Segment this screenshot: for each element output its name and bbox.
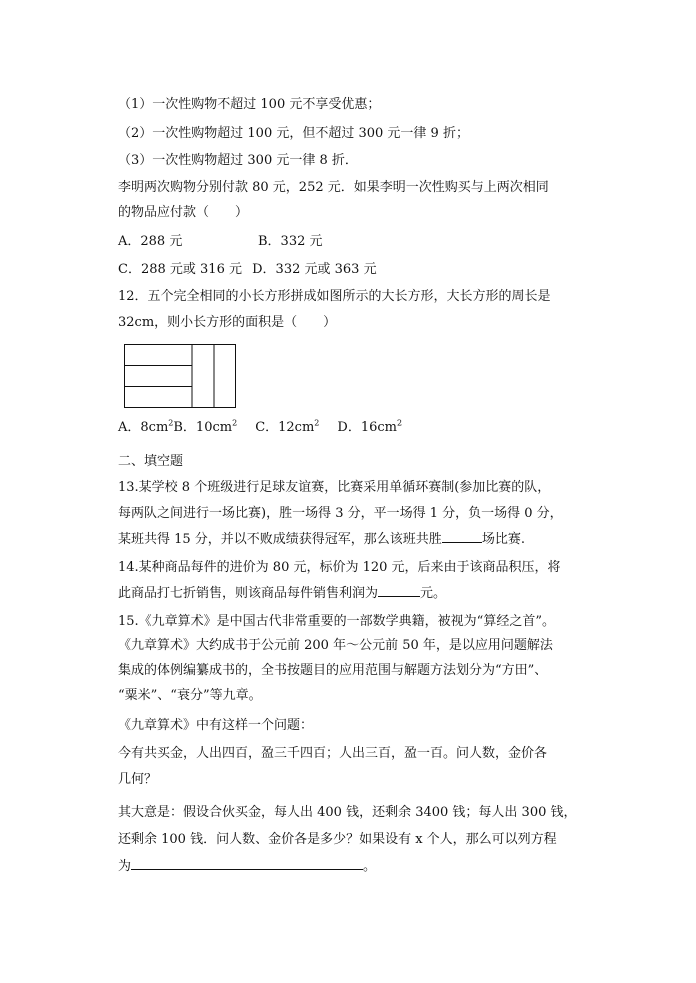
q11-stem-line-2: 的物品应付款（ ） — [118, 205, 249, 220]
q11-stem-line-1: 李明两次购物分别付款 80 元，252 元．如果李明一次性购买与上两次相同 — [118, 180, 549, 195]
q12-options-row — [118, 418, 402, 438]
q13-line-3: 某班共得 15 分，并以不败成绩获得冠军，那么该班共胜 场比赛. — [118, 532, 525, 547]
q13-line-1: 13.某学校 8 个班级进行足球友谊赛，比赛采用单循环赛制(参加比赛的队， — [118, 480, 551, 495]
q13-answer-blank — [442, 530, 482, 543]
q12-option-d: D．$16cm^2$ — [337, 418, 403, 435]
q11-option-a: A．288 元 — [118, 234, 183, 249]
q11-option-b: B．332 元 — [258, 234, 323, 249]
q12-option-c: C．$12cm^2$ — [255, 418, 320, 435]
q15-line-5: 《九章算术》中有这样一个问题： — [118, 718, 314, 733]
q14-line-2: 此商品打七折销售，则该商品每件销售利润为 元。 — [118, 586, 447, 601]
q15-answer-blank — [131, 857, 363, 870]
q15-line-8: 其大意是：假设合伙买金，每人出 400 钱，还剩余 3400 钱；每人出 300 钱， — [118, 805, 577, 820]
q12-option-b: B．$10cm^2$ — [173, 418, 238, 435]
rectangle-figure — [124, 344, 236, 408]
q12-stem-line-1: 12．五个完全相同的小长方形拼成如图所示的大长方形，大长方形的周长是 — [118, 289, 551, 304]
q13-line-2: 每两队之间进行一场比赛)，胜一场得 3 分，平一场得 1 分，负一场得 0 分， — [118, 506, 563, 521]
q15-line-4: “粟米”、“衰分”等九章。 — [118, 688, 262, 703]
q12-option-a: A．$8cm^2$ — [118, 418, 174, 435]
q15-line-10: 为 。 — [118, 859, 377, 874]
q11-condition-2: （2）一次性购物超过 100 元，但不超过 300 元一律 9 折； — [118, 126, 469, 141]
q15-line-6: 今有共买金，人出四百，盈三千四百；人出三百，盈一百。问人数，金价各 — [118, 746, 548, 761]
q15-line-7: 几何？ — [118, 772, 158, 787]
q11-option-c: C．288 元或 316 元 — [118, 262, 242, 277]
q14-answer-blank — [378, 584, 420, 597]
q11-option-d: D．332 元或 363 元 — [252, 262, 377, 277]
q12-stem-line-2: 32cm，则小长方形的面积是（ ） — [118, 315, 337, 330]
q15-line-3: 集成的体例编纂成书的，全书按题目的应用范围与解题方法划分为“方田”、 — [118, 663, 548, 678]
q11-options-row-1 — [118, 232, 323, 252]
q11-condition-3: （3）一次性购物超过 300 元一律 8 折． — [118, 153, 358, 168]
section-title-fill-in: 二、填空题 — [118, 454, 184, 469]
q15-line-9: 还剩余 100 钱．问人数、金价各是多少？如果设有 x 个人，那么可以列方程 — [118, 832, 557, 847]
q14-line-1: 14.某种商品每件的进价为 80 元，标价为 120 元，后来由于该商品积压，将 — [118, 560, 561, 575]
q11-options-row-2 — [118, 260, 377, 280]
q15-line-2: 《九章算术》大约成书于公元前 200 年～公元前 50 年，是以应用问题解法 — [118, 638, 553, 653]
q15-line-1: 15.《九章算术》是中国古代非常重要的一部数学典籍，被视为“算经之首”。 — [118, 614, 555, 629]
q11-condition-1: （1）一次性购物不超过 100 元不享受优惠； — [118, 97, 381, 112]
outer-rectangle — [125, 345, 236, 408]
